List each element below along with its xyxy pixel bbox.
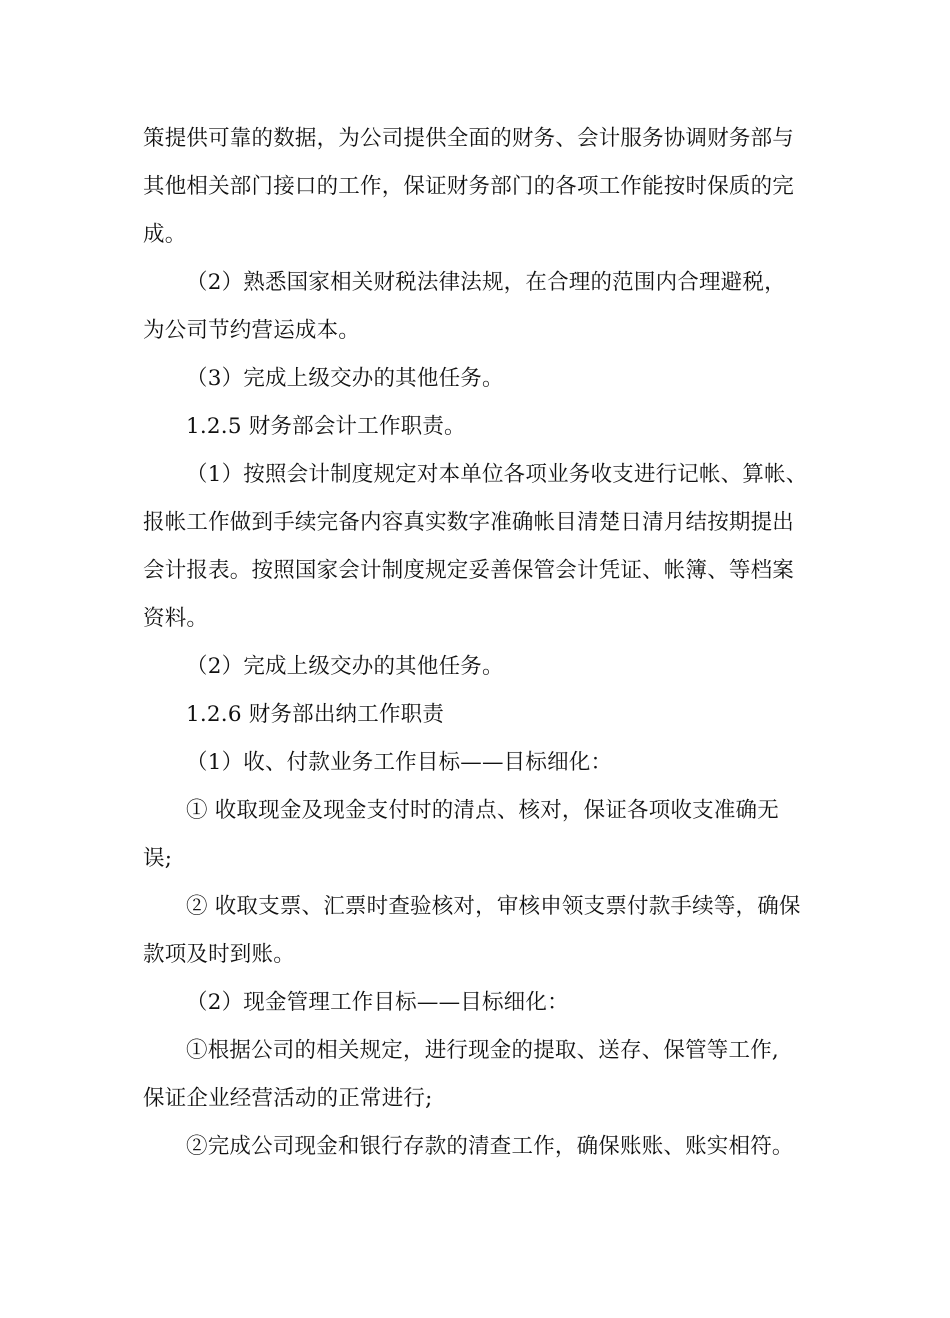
body-line-12: （2）完成上级交办的其他任务。 <box>186 654 504 679</box>
body-line-6: （3）完成上级交办的其他任务。 <box>186 366 504 391</box>
body-line-19: （2）现金管理工作目标——目标细化： <box>186 990 569 1015</box>
section-heading-1-2-6: 1.2.6 财务部出纳工作职责 <box>186 702 445 727</box>
document-page <box>143 115 811 1171</box>
body-line-15: ① 收取现金及现金支付时的清点、核对，保证各项收支准确无 <box>186 798 779 823</box>
body-line-14: （1）收、付款业务工作目标——目标细化： <box>186 750 613 775</box>
body-line-5: 为公司节约营运成本。 <box>143 318 361 343</box>
body-line-20: ①根据公司的相关规定，进行现金的提取、送存、保管等工作, <box>186 1038 779 1063</box>
body-line-2: 其他相关部门接口的工作，保证财务部门的各项工作能按时保质的完 <box>143 174 795 199</box>
body-line-17: ② 收取支票、汇票时查验核对，审核申领支票付款手续等，确保 <box>186 894 801 919</box>
body-line-18: 款项及时到账。 <box>143 942 295 967</box>
body-line-9: 报帐工作做到手续完备内容真实数字准确帐目清楚日清月结按期提出 <box>143 510 795 535</box>
body-line-1: 策提供可靠的数据，为公司提供全面的财务、会计服务协调财务部与 <box>143 126 795 151</box>
body-line-22: ②完成公司现金和银行存款的清查工作，确保账账、账实相符。 <box>186 1134 794 1159</box>
body-line-21: 保证企业经营活动的正常进行; <box>143 1086 433 1111</box>
body-line-4: （2）熟悉国家相关财税法律法规，在合理的范围内合理避税， <box>186 270 786 295</box>
body-line-3: 成。 <box>143 222 187 247</box>
body-line-16: 误; <box>143 846 173 871</box>
body-line-8: （1）按照会计制度规定对本单位各项业务收支进行记帐、算帐、 <box>186 462 808 487</box>
body-line-10: 会计报表。按照国家会计制度规定妥善保管会计凭证、帐簿、等档案 <box>143 558 795 583</box>
section-heading-1-2-5: 1.2.5 财务部会计工作职责。 <box>186 414 466 439</box>
body-line-11: 资料。 <box>143 606 209 631</box>
